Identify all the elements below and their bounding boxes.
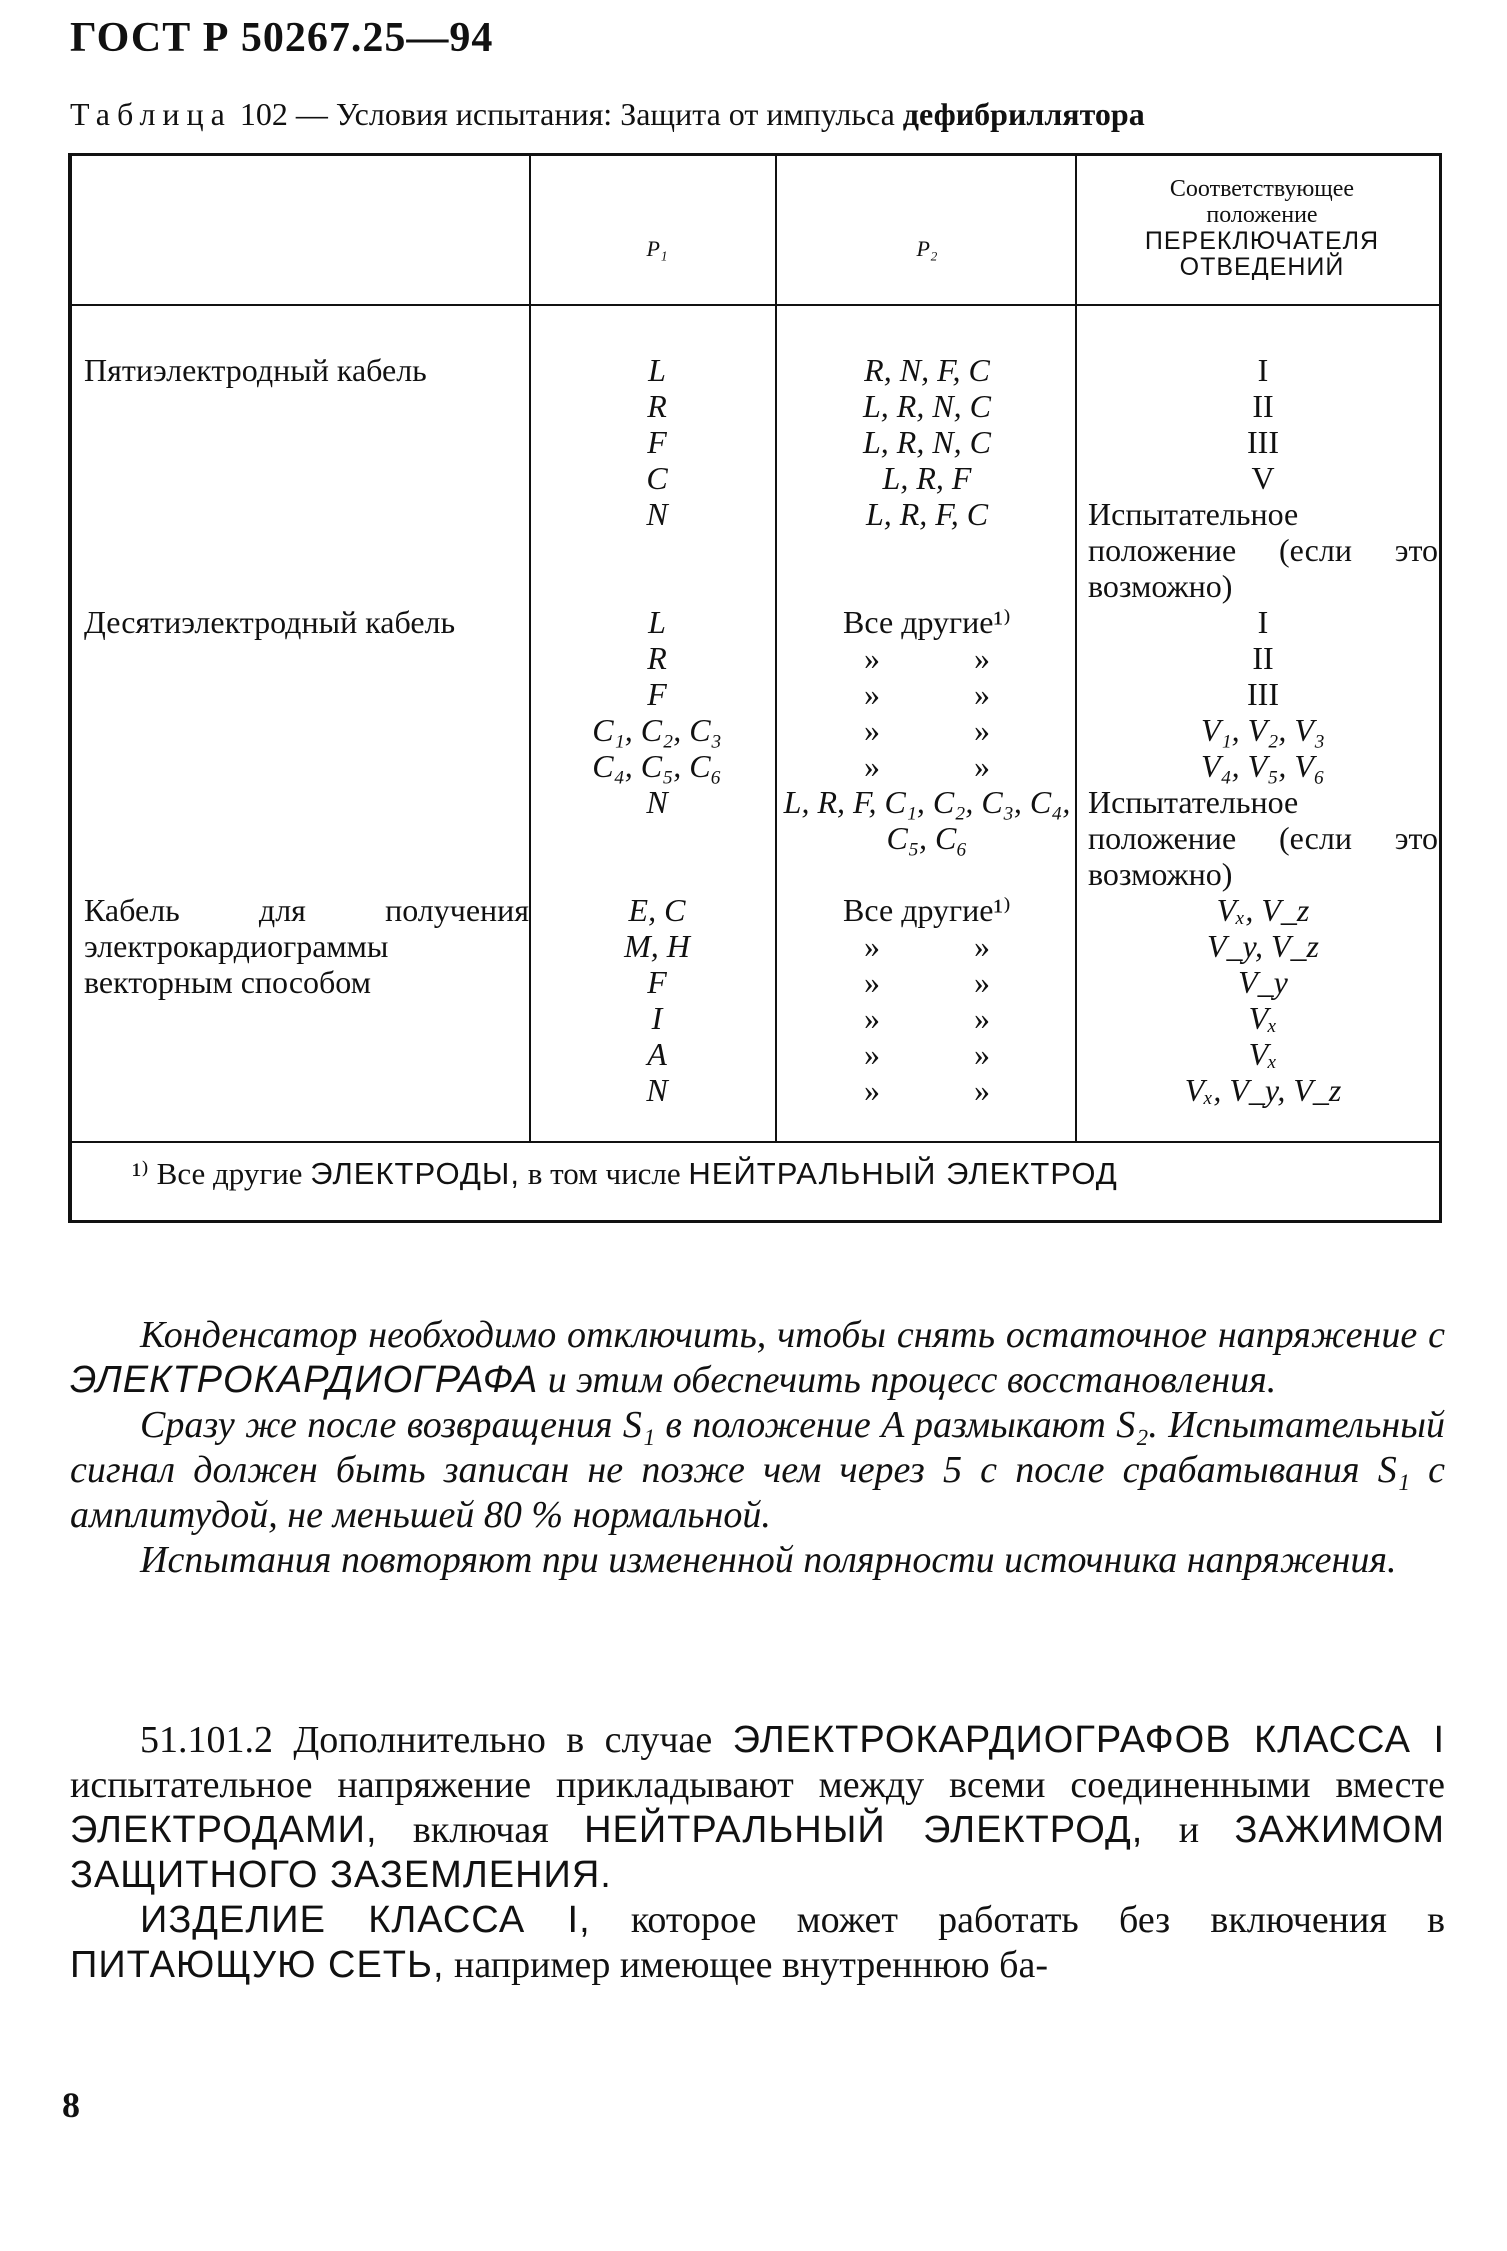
ditto-row <box>777 964 1077 1000</box>
p1-column <box>542 892 772 1108</box>
footnote-term: НЕЙТРАЛЬНЫЙ ЭЛЕКТРОД <box>688 1156 1118 1191</box>
paragraph: Испытания повторяют при измененной полярности источника напряжения. <box>140 1539 1397 1581</box>
cable-label: Кабель для получения электрокардиограммы векторным способом <box>84 892 529 1000</box>
text: Конденсатор необходимо отключить, чтобы снять остаточное напряжение с <box>140 1314 1445 1356</box>
ditto-mark: » <box>864 928 880 964</box>
ditto-mark: » <box>974 964 990 1000</box>
footnote-term: ЭЛЕКТРОДЫ, <box>310 1156 520 1191</box>
p1-column <box>542 352 772 532</box>
p1-cell: R <box>647 388 667 424</box>
switch-cell: II <box>1252 640 1274 676</box>
switch-cell: Vₓ <box>1248 1036 1278 1072</box>
switch-cell: Vₓ, V_y, V_z <box>1184 1072 1342 1108</box>
switch-cell: V_y <box>1238 964 1288 1000</box>
switch-cell: Vₓ <box>1248 1000 1278 1036</box>
ditto-row <box>777 1072 1077 1108</box>
header-line: положение <box>1206 202 1318 228</box>
clause-paragraph <box>70 1718 1445 1898</box>
test-conditions-table <box>68 153 1442 1223</box>
footnote-divider <box>72 1141 1439 1143</box>
ditto-mark: » <box>974 712 990 748</box>
header-line: Соответствующее <box>1169 176 1355 202</box>
term: ЭЛЕКТРОКАРДИОГРАФОВ КЛАССА I <box>732 1719 1445 1761</box>
p1-cell: F <box>647 964 667 1000</box>
switch-cell: Испытательное положение (если это возможно) <box>1088 496 1438 604</box>
ditto-mark: » <box>974 676 990 712</box>
term: ЭЛЕКТРОКАРДИОГРАФА <box>70 1359 539 1401</box>
ditto-mark: » <box>974 928 990 964</box>
document-header: ГОСТ Р 50267.25—94 <box>70 15 494 61</box>
p2-column <box>777 604 1077 856</box>
term: ИЗДЕЛИЕ КЛАССА I, <box>140 1899 591 1941</box>
ditto-mark: » <box>974 640 990 676</box>
text: которое может работать без включения в <box>630 1899 1446 1941</box>
ditto-row <box>777 1000 1077 1036</box>
p1-cell: I <box>651 1000 663 1036</box>
column-header-p1: P₁ <box>646 236 668 261</box>
term: ЗАЖИМОМ ЗАЩИТНОГО ЗАЗЕМЛЕНИЯ. <box>70 1809 1446 1896</box>
p1-cell: L <box>648 352 666 388</box>
caption-text-end: дефибриллятора <box>902 96 1145 132</box>
p1-cell: L <box>648 604 666 640</box>
cable-label: Десятиэлектродный кабель <box>84 604 456 640</box>
ditto-mark: » <box>864 640 880 676</box>
switch-column <box>1082 352 1444 604</box>
p2-cell: L, R, F, C <box>865 496 989 532</box>
ditto-mark: » <box>974 748 990 784</box>
p1-cell: C₁, C₂, C₃ <box>592 712 722 748</box>
p1-cell: R <box>647 640 667 676</box>
p2-cell: Все другие¹⁾ <box>843 604 1011 640</box>
switch-cell: II <box>1252 388 1274 424</box>
footnote-text: Все другие <box>156 1156 303 1191</box>
p1-cell: F <box>647 676 667 712</box>
header-divider <box>72 304 1439 306</box>
page-number: 8 <box>62 2085 80 2125</box>
p1-cell: N <box>646 784 668 820</box>
p2-cell: L, R, N, C <box>862 388 992 424</box>
term: НЕЙТРАЛЬНЫЙ ЭЛЕКТРОД, <box>584 1809 1144 1851</box>
body-clause-paragraphs <box>70 1718 1445 1988</box>
p2-cell: L, R, N, C <box>862 424 992 460</box>
column-header-switch <box>1077 176 1447 280</box>
p1-cell: C <box>646 460 668 496</box>
ditto-mark: » <box>864 1072 880 1108</box>
switch-cell: Испытательное положение (если это возможно) <box>1088 784 1438 892</box>
caption-text: 102 — Условия испытания: Защита от импульса <box>239 96 895 132</box>
switch-cell: I <box>1257 604 1269 640</box>
text: и <box>1178 1809 1200 1851</box>
ditto-mark: » <box>864 748 880 784</box>
p1-cell: M, H <box>624 928 690 964</box>
p2-cell: L, R, F <box>882 460 972 496</box>
switch-cell: V₁, V₂, V₃ <box>1200 712 1325 748</box>
header-line: ОТВЕДЕНИЙ <box>1179 253 1345 281</box>
clause-paragraph <box>70 1898 1445 1988</box>
p1-cell: A <box>647 1036 667 1072</box>
switch-cell: V₄, V₅, V₆ <box>1200 748 1325 784</box>
ditto-mark: » <box>864 712 880 748</box>
ditto-row <box>777 1036 1077 1072</box>
ditto-mark: » <box>864 964 880 1000</box>
switch-cell: V <box>1251 460 1275 496</box>
column-header-p2: P₂ <box>916 236 938 261</box>
text: испытательное напряжение прикладывают между всеми соединенными вместе <box>70 1764 1445 1806</box>
ditto-row <box>777 748 1077 784</box>
ditto-row <box>777 712 1077 748</box>
switch-column <box>1082 604 1444 892</box>
term: ЭЛЕКТРОДАМИ, <box>70 1809 378 1851</box>
ditto-mark: » <box>974 1036 990 1072</box>
header-line: ПЕРЕКЛЮЧАТЕЛЯ <box>1144 227 1380 255</box>
p2-column <box>777 892 1077 1108</box>
paragraph: Сразу же после возвращения S₁ в положение A размыкают S₂. Испытательный сигнал должен быть записан не позже чем через 5 с после срабатывания S₁ с амплитудой, не меньшей 80 % нормальной. <box>70 1404 1445 1536</box>
cable-label: Пятиэлектродный кабель <box>84 352 427 388</box>
footnote-mark: ¹⁾ <box>132 1156 149 1191</box>
p2-cell: R, N, F, C <box>864 352 990 388</box>
table-caption <box>70 96 1450 133</box>
p2-column <box>777 352 1077 532</box>
text: включая <box>412 1809 549 1851</box>
switch-cell: III <box>1247 424 1279 460</box>
p1-cell: C₄, C₅, C₆ <box>592 748 722 784</box>
text: например имеющее внутреннюю ба- <box>454 1944 1048 1986</box>
switch-column <box>1082 892 1444 1108</box>
switch-cell: I <box>1257 352 1269 388</box>
p1-cell: E, C <box>628 892 686 928</box>
caption-label: Таблица <box>70 96 232 132</box>
ditto-mark: » <box>864 1000 880 1036</box>
p1-cell: N <box>646 1072 668 1108</box>
paragraph <box>70 1313 1445 1403</box>
switch-cell: III <box>1247 676 1279 712</box>
body-italic-paragraphs <box>70 1313 1445 1583</box>
footnote-text: в том числе <box>527 1156 681 1191</box>
ditto-row <box>777 676 1077 712</box>
p1-cell: F <box>647 424 667 460</box>
term: ПИТАЮЩУЮ СЕТЬ, <box>70 1944 445 1986</box>
ditto-mark: » <box>974 1072 990 1108</box>
switch-cell: Vₓ, V_z <box>1216 892 1310 928</box>
ditto-row <box>777 640 1077 676</box>
ditto-row <box>777 928 1077 964</box>
ditto-mark: » <box>864 1036 880 1072</box>
p1-cell: N <box>646 496 668 532</box>
ditto-mark: » <box>864 676 880 712</box>
p2-cell: L, R, F, C₁, C₂, C₃, C₄, C₅, C₆ <box>783 784 1071 856</box>
p1-column <box>542 604 772 820</box>
p2-cell: Все другие¹⁾ <box>843 892 1011 928</box>
table-footnote <box>132 1156 1432 1192</box>
switch-cell: V_y, V_z <box>1207 928 1319 964</box>
ditto-mark: » <box>974 1000 990 1036</box>
text: и этим обеспечить процесс восстановления. <box>547 1359 1277 1401</box>
text: 51.101.2 Дополнительно в случае <box>140 1719 713 1761</box>
